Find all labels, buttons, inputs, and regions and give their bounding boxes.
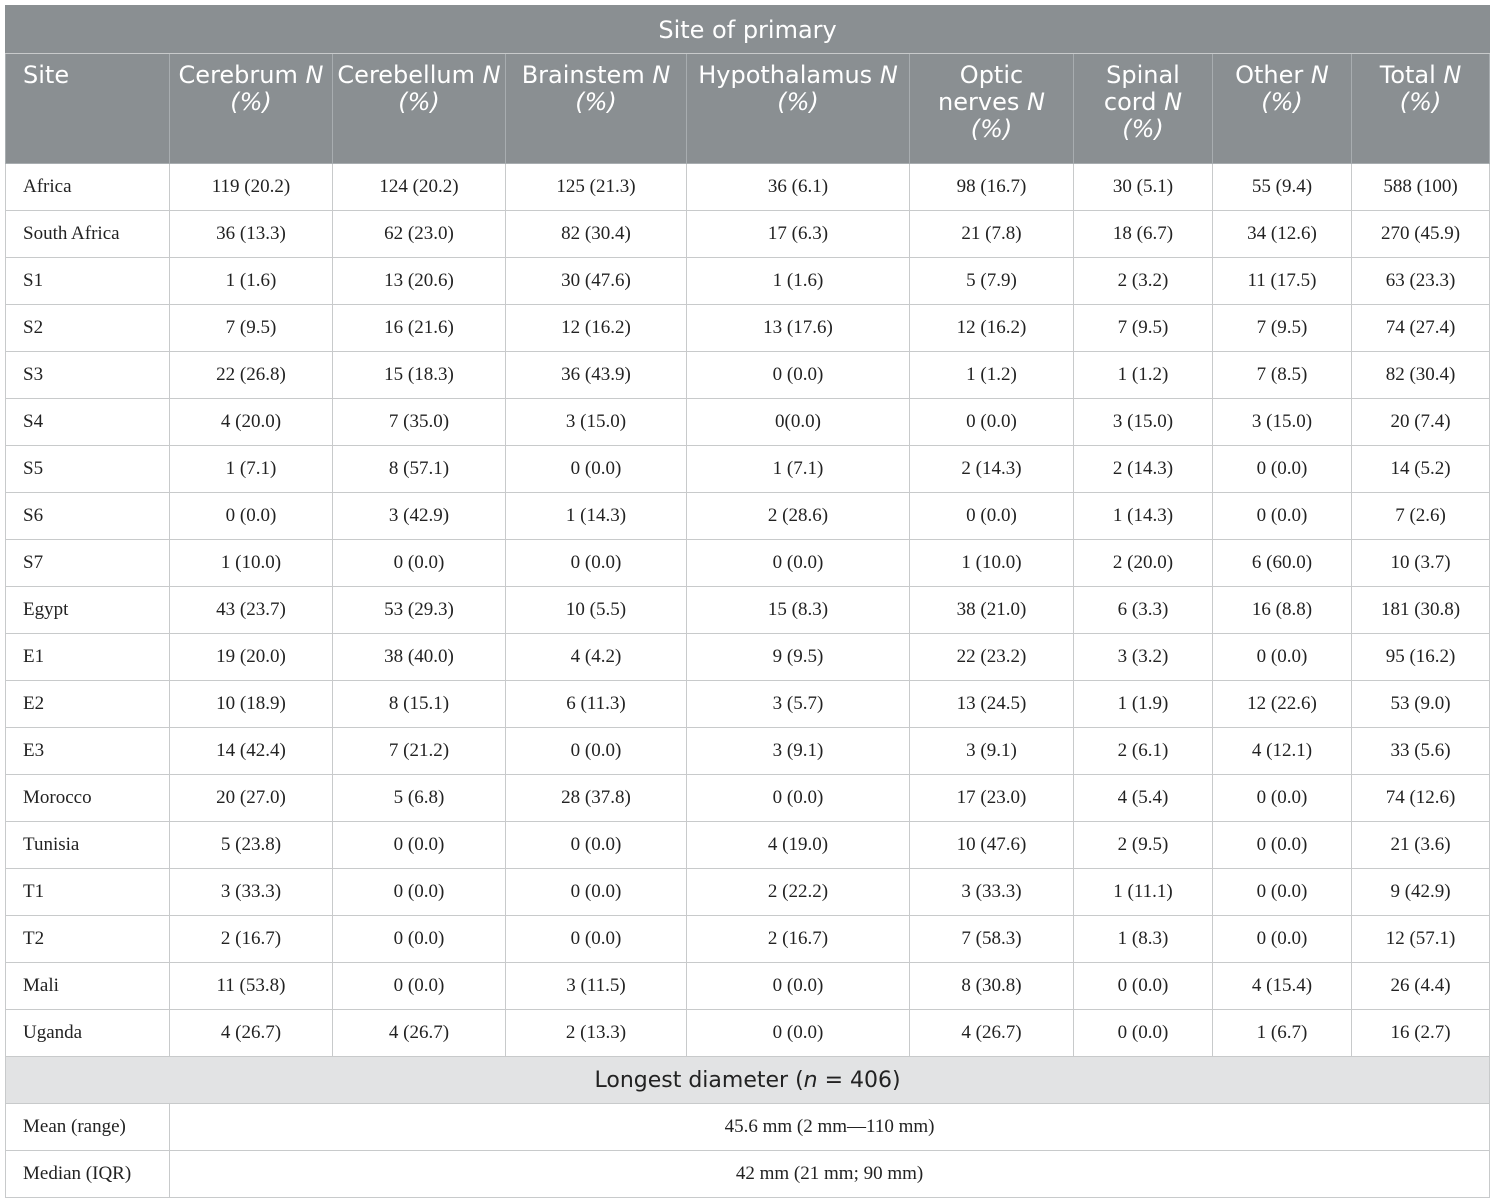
value-cell: 15 (8.3): [687, 587, 910, 634]
site-name-cell: Africa: [6, 164, 170, 211]
value-cell: 12 (16.2): [506, 305, 687, 352]
value-cell: 1 (14.3): [1074, 493, 1213, 540]
site-name-cell: Morocco: [6, 775, 170, 822]
value-cell: 8 (30.8): [910, 963, 1074, 1010]
value-cell: 124 (20.2): [333, 164, 506, 211]
site-name-cell: S1: [6, 258, 170, 305]
value-cell: 181 (30.8): [1352, 587, 1490, 634]
value-cell: 53 (29.3): [333, 587, 506, 634]
site-name-cell: Mali: [6, 963, 170, 1010]
value-cell: 1 (11.1): [1074, 869, 1213, 916]
value-cell: 6 (11.3): [506, 681, 687, 728]
value-cell: 7 (9.5): [1074, 305, 1213, 352]
value-cell: 2 (6.1): [1074, 728, 1213, 775]
value-cell: 8 (57.1): [333, 446, 506, 493]
value-cell: 119 (20.2): [170, 164, 333, 211]
table-title: Site of primary: [6, 6, 1490, 54]
value-cell: 5 (6.8): [333, 775, 506, 822]
value-cell: 0 (0.0): [506, 728, 687, 775]
value-cell: 2 (22.2): [687, 869, 910, 916]
site-name-cell: S3: [6, 352, 170, 399]
diameter-section: [6, 1057, 1490, 1198]
value-cell: 33 (5.6): [1352, 728, 1490, 775]
stat-value: 45.6 mm (2 mm—110 mm): [170, 1104, 1490, 1151]
value-cell: 4 (5.4): [1074, 775, 1213, 822]
value-cell: 0 (0.0): [1213, 822, 1352, 869]
value-cell: 7 (9.5): [170, 305, 333, 352]
value-cell: 6 (3.3): [1074, 587, 1213, 634]
value-cell: 2 (14.3): [1074, 446, 1213, 493]
value-cell: 3 (15.0): [1213, 399, 1352, 446]
value-cell: 17 (23.0): [910, 775, 1074, 822]
value-cell: 3 (15.0): [506, 399, 687, 446]
value-cell: 0 (0.0): [506, 916, 687, 963]
value-cell: 36 (43.9): [506, 352, 687, 399]
diameter-section-title: Longest diameter (n = 406): [6, 1057, 1490, 1104]
site-of-primary-table: [5, 5, 1490, 1198]
value-cell: 0 (0.0): [506, 446, 687, 493]
value-cell: 21 (3.6): [1352, 822, 1490, 869]
value-cell: 1 (7.1): [687, 446, 910, 493]
column-header-cerebrum: Cerebrum N (%): [170, 54, 333, 164]
value-cell: 13 (20.6): [333, 258, 506, 305]
table-row: [6, 728, 1490, 775]
value-cell: 4 (26.7): [333, 1010, 506, 1057]
column-header-spinal-cord: Spinal cord N (%): [1074, 54, 1213, 164]
value-cell: 1 (10.0): [910, 540, 1074, 587]
column-header-other: Other N (%): [1213, 54, 1352, 164]
value-cell: 1 (1.6): [687, 258, 910, 305]
site-name-cell: Tunisia: [6, 822, 170, 869]
value-cell: 0(0.0): [687, 399, 910, 446]
value-cell: 9 (42.9): [1352, 869, 1490, 916]
value-cell: 588 (100): [1352, 164, 1490, 211]
value-cell: 3 (33.3): [170, 869, 333, 916]
value-cell: 20 (27.0): [170, 775, 333, 822]
value-cell: 22 (23.2): [910, 634, 1074, 681]
value-cell: 36 (6.1): [687, 164, 910, 211]
value-cell: 0 (0.0): [1213, 493, 1352, 540]
value-cell: 11 (17.5): [1213, 258, 1352, 305]
table-row: [6, 775, 1490, 822]
table-row: [6, 211, 1490, 258]
value-cell: 1 (1.9): [1074, 681, 1213, 728]
value-cell: 19 (20.0): [170, 634, 333, 681]
median-iqr-row: [6, 1151, 1490, 1198]
value-cell: 43 (23.7): [170, 587, 333, 634]
value-cell: 4 (26.7): [910, 1010, 1074, 1057]
value-cell: 26 (4.4): [1352, 963, 1490, 1010]
value-cell: 82 (30.4): [506, 211, 687, 258]
value-cell: 3 (9.1): [687, 728, 910, 775]
value-cell: 3 (42.9): [333, 493, 506, 540]
value-cell: 0 (0.0): [1074, 963, 1213, 1010]
value-cell: 8 (15.1): [333, 681, 506, 728]
value-cell: 2 (3.2): [1074, 258, 1213, 305]
value-cell: 0 (0.0): [506, 822, 687, 869]
value-cell: 1 (10.0): [170, 540, 333, 587]
value-cell: 0 (0.0): [506, 869, 687, 916]
site-name-cell: T1: [6, 869, 170, 916]
value-cell: 4 (4.2): [506, 634, 687, 681]
value-cell: 3 (5.7): [687, 681, 910, 728]
value-cell: 5 (7.9): [910, 258, 1074, 305]
value-cell: 16 (21.6): [333, 305, 506, 352]
column-header-total: Total N (%): [1352, 54, 1490, 164]
value-cell: 125 (21.3): [506, 164, 687, 211]
column-header-hypothalamus: Hypothalamus N (%): [687, 54, 910, 164]
value-cell: 28 (37.8): [506, 775, 687, 822]
table-body: [6, 164, 1490, 1057]
site-name-cell: Uganda: [6, 1010, 170, 1057]
site-name-cell: E3: [6, 728, 170, 775]
table-row: [6, 540, 1490, 587]
value-cell: 17 (6.3): [687, 211, 910, 258]
value-cell: 1 (14.3): [506, 493, 687, 540]
value-cell: 0 (0.0): [1213, 869, 1352, 916]
table-row: [6, 305, 1490, 352]
site-name-cell: South Africa: [6, 211, 170, 258]
value-cell: 2 (20.0): [1074, 540, 1213, 587]
value-cell: 30 (47.6): [506, 258, 687, 305]
value-cell: 16 (2.7): [1352, 1010, 1490, 1057]
value-cell: 15 (18.3): [333, 352, 506, 399]
column-header-row: [6, 54, 1490, 164]
value-cell: 1 (7.1): [170, 446, 333, 493]
value-cell: 30 (5.1): [1074, 164, 1213, 211]
value-cell: 2 (9.5): [1074, 822, 1213, 869]
value-cell: 38 (21.0): [910, 587, 1074, 634]
value-cell: 74 (27.4): [1352, 305, 1490, 352]
value-cell: 62 (23.0): [333, 211, 506, 258]
value-cell: 12 (16.2): [910, 305, 1074, 352]
value-cell: 0 (0.0): [333, 822, 506, 869]
value-cell: 18 (6.7): [1074, 211, 1213, 258]
site-name-cell: S4: [6, 399, 170, 446]
column-header-brainstem: Brainstem N (%): [506, 54, 687, 164]
value-cell: 0 (0.0): [687, 540, 910, 587]
value-cell: 7 (35.0): [333, 399, 506, 446]
value-cell: 13 (17.6): [687, 305, 910, 352]
value-cell: 2 (16.7): [687, 916, 910, 963]
table-row: [6, 446, 1490, 493]
value-cell: 1 (8.3): [1074, 916, 1213, 963]
table-row: [6, 258, 1490, 305]
value-cell: 13 (24.5): [910, 681, 1074, 728]
value-cell: 10 (47.6): [910, 822, 1074, 869]
value-cell: 7 (21.2): [333, 728, 506, 775]
value-cell: 12 (57.1): [1352, 916, 1490, 963]
stat-label: Median (IQR): [6, 1151, 170, 1198]
value-cell: 2 (28.6): [687, 493, 910, 540]
value-cell: 0 (0.0): [333, 869, 506, 916]
value-cell: 7 (8.5): [1213, 352, 1352, 399]
site-name-cell: Egypt: [6, 587, 170, 634]
value-cell: 3 (11.5): [506, 963, 687, 1010]
value-cell: 10 (5.5): [506, 587, 687, 634]
value-cell: 21 (7.8): [910, 211, 1074, 258]
site-name-cell: S7: [6, 540, 170, 587]
value-cell: 4 (20.0): [170, 399, 333, 446]
value-cell: 0 (0.0): [687, 963, 910, 1010]
value-cell: 2 (14.3): [910, 446, 1074, 493]
value-cell: 3 (33.3): [910, 869, 1074, 916]
value-cell: 3 (15.0): [1074, 399, 1213, 446]
value-cell: 4 (19.0): [687, 822, 910, 869]
value-cell: 4 (15.4): [1213, 963, 1352, 1010]
table-row: [6, 352, 1490, 399]
table-row: [6, 164, 1490, 211]
value-cell: 5 (23.8): [170, 822, 333, 869]
value-cell: 6 (60.0): [1213, 540, 1352, 587]
value-cell: 0 (0.0): [333, 963, 506, 1010]
column-header-site: Site: [6, 54, 170, 164]
value-cell: 4 (12.1): [1213, 728, 1352, 775]
value-cell: 20 (7.4): [1352, 399, 1490, 446]
table-row: [6, 963, 1490, 1010]
site-name-cell: E2: [6, 681, 170, 728]
table-row: [6, 681, 1490, 728]
value-cell: 0 (0.0): [1213, 634, 1352, 681]
site-name-cell: E1: [6, 634, 170, 681]
value-cell: 0 (0.0): [506, 540, 687, 587]
column-header-cerebellum: Cerebellum N (%): [333, 54, 506, 164]
value-cell: 0 (0.0): [333, 540, 506, 587]
value-cell: 2 (16.7): [170, 916, 333, 963]
table-row: [6, 399, 1490, 446]
mean-range-row: [6, 1104, 1490, 1151]
value-cell: 3 (9.1): [910, 728, 1074, 775]
diameter-section-header-row: [6, 1057, 1490, 1104]
value-cell: 7 (2.6): [1352, 493, 1490, 540]
value-cell: 98 (16.7): [910, 164, 1074, 211]
table-row: [6, 634, 1490, 681]
stat-label: Mean (range): [6, 1104, 170, 1151]
value-cell: 0 (0.0): [687, 775, 910, 822]
site-name-cell: T2: [6, 916, 170, 963]
table-row: [6, 587, 1490, 634]
value-cell: 63 (23.3): [1352, 258, 1490, 305]
value-cell: 36 (13.3): [170, 211, 333, 258]
value-cell: 34 (12.6): [1213, 211, 1352, 258]
stat-value: 42 mm (21 mm; 90 mm): [170, 1151, 1490, 1198]
value-cell: 38 (40.0): [333, 634, 506, 681]
value-cell: 0 (0.0): [1074, 1010, 1213, 1057]
value-cell: 1 (1.6): [170, 258, 333, 305]
table-row: [6, 1010, 1490, 1057]
value-cell: 74 (12.6): [1352, 775, 1490, 822]
table-row: [6, 916, 1490, 963]
value-cell: 0 (0.0): [687, 352, 910, 399]
value-cell: 0 (0.0): [687, 1010, 910, 1057]
value-cell: 12 (22.6): [1213, 681, 1352, 728]
table-title-row: [6, 6, 1490, 54]
value-cell: 82 (30.4): [1352, 352, 1490, 399]
value-cell: 0 (0.0): [170, 493, 333, 540]
value-cell: 10 (18.9): [170, 681, 333, 728]
value-cell: 3 (3.2): [1074, 634, 1213, 681]
value-cell: 0 (0.0): [910, 399, 1074, 446]
value-cell: 1 (1.2): [910, 352, 1074, 399]
value-cell: 22 (26.8): [170, 352, 333, 399]
value-cell: 270 (45.9): [1352, 211, 1490, 258]
value-cell: 95 (16.2): [1352, 634, 1490, 681]
value-cell: 2 (13.3): [506, 1010, 687, 1057]
value-cell: 7 (9.5): [1213, 305, 1352, 352]
value-cell: 7 (58.3): [910, 916, 1074, 963]
site-name-cell: S5: [6, 446, 170, 493]
value-cell: 14 (5.2): [1352, 446, 1490, 493]
column-header-optic-nerves: Optic nerves N (%): [910, 54, 1074, 164]
value-cell: 0 (0.0): [333, 916, 506, 963]
table-row: [6, 869, 1490, 916]
value-cell: 0 (0.0): [910, 493, 1074, 540]
value-cell: 16 (8.8): [1213, 587, 1352, 634]
table-row: [6, 493, 1490, 540]
value-cell: 9 (9.5): [687, 634, 910, 681]
value-cell: 0 (0.0): [1213, 916, 1352, 963]
value-cell: 1 (1.2): [1074, 352, 1213, 399]
value-cell: 10 (3.7): [1352, 540, 1490, 587]
value-cell: 4 (26.7): [170, 1010, 333, 1057]
value-cell: 55 (9.4): [1213, 164, 1352, 211]
site-name-cell: S2: [6, 305, 170, 352]
table-row: [6, 822, 1490, 869]
value-cell: 1 (6.7): [1213, 1010, 1352, 1057]
value-cell: 0 (0.0): [1213, 446, 1352, 493]
value-cell: 53 (9.0): [1352, 681, 1490, 728]
value-cell: 0 (0.0): [1213, 775, 1352, 822]
value-cell: 14 (42.4): [170, 728, 333, 775]
site-name-cell: S6: [6, 493, 170, 540]
value-cell: 11 (53.8): [170, 963, 333, 1010]
